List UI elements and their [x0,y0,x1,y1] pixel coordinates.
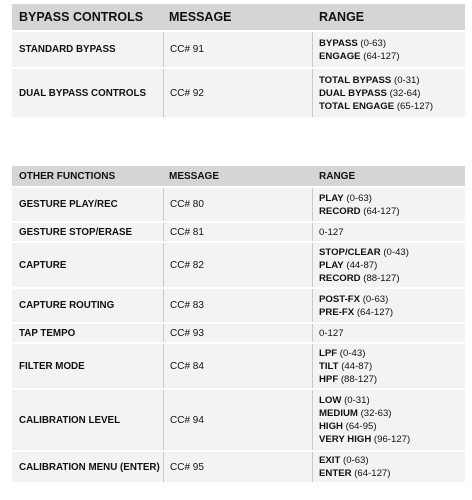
function-name: CALIBRATION MENU (ENTER) [19,461,160,473]
cc-message: CC# 83 [163,289,313,322]
range-line [319,272,465,285]
table-row [12,287,465,322]
function-name: CAPTURE ROUTING [19,300,115,311]
range-value: (32-63) [360,408,392,419]
range-value: (0-43) [339,347,366,359]
range-value: 0-127 [319,327,344,339]
range-value: (64-127) [363,205,400,217]
range-line [319,74,465,87]
function-name: STANDARD BYPASS [19,44,116,55]
range-label: RECORD [319,272,361,284]
table-body [12,30,465,117]
range-value: (0-31) [344,395,370,406]
range-value: (0-31) [394,74,420,86]
function-name: DUAL BYPASS CONTROLS [19,87,147,99]
range-label: DUAL BYPASS [319,87,387,99]
range-line [319,259,465,272]
header-range: RANGE [319,10,365,24]
range-label: PLAY [319,259,344,271]
table-row [12,221,465,241]
range-label: TILT [319,360,339,372]
table-row [12,30,465,67]
range-value: (0-63) [362,293,389,305]
range-label: BYPASS [319,37,358,49]
range-value: (64-127) [363,50,400,62]
range-line [319,407,465,420]
header-message: MESSAGE [169,10,232,24]
cc-message: CC# 93 [163,324,313,342]
cc-message: CC# 82 [163,243,313,287]
bypass-controls-table [12,4,465,117]
range-cell [313,324,465,342]
range-label: ENTER [319,468,352,479]
cc-message: CC# 80 [163,188,313,221]
table-header [12,166,465,186]
range-value: (64-95) [345,421,377,432]
range-cell [313,188,465,221]
function-name: TAP TEMPO [19,327,76,339]
function-name: FILTER MODE [19,360,85,372]
table-row [12,322,465,342]
range-line [319,306,465,319]
range-line [319,37,465,50]
range-line [319,420,465,433]
range-line [319,373,465,386]
range-line [319,50,465,63]
range-line [319,246,465,259]
range-label: PLAY [319,192,344,204]
range-line [319,205,465,218]
range-value: (32-64) [389,87,421,99]
range-line [319,360,465,373]
range-cell [313,223,465,241]
range-value: (64-127) [356,306,394,318]
cc-message: CC# 81 [163,223,313,241]
range-line [319,226,465,239]
range-line [319,454,465,467]
table-row [12,388,465,450]
range-cell [313,32,465,67]
range-cell [313,452,465,482]
table-header [12,4,465,30]
range-value: (88-127) [363,272,400,284]
range-line [319,347,465,360]
range-label: STOP/CLEAR [319,246,381,258]
range-label: ENGAGE [319,50,361,62]
range-line [319,394,465,407]
header-function: BYPASS CONTROLS [19,10,144,24]
range-value: (88-127) [340,373,378,385]
range-label: LPF [319,347,338,359]
header-function: OTHER FUNCTIONS [19,170,116,182]
range-cell [313,344,465,388]
other-functions-table [12,166,465,482]
range-line [319,467,465,480]
cc-message: CC# 84 [163,344,313,388]
cc-message: CC# 95 [163,452,313,482]
range-value: (64-127) [354,468,391,479]
table-row [12,342,465,388]
range-label: LOW [319,395,342,406]
cc-message: CC# 91 [163,32,313,67]
range-line [319,87,465,100]
range-line [319,433,465,446]
range-cell [313,69,465,117]
range-value: (0-63) [343,455,369,466]
table-row [12,67,465,117]
function-name: CAPTURE [19,259,67,271]
range-value: 0-127 [319,226,344,238]
range-line [319,327,465,340]
function-name: CALIBRATION LEVEL [19,414,121,426]
range-value: (96-127) [373,434,411,445]
function-name: GESTURE PLAY/REC [19,199,118,210]
range-value: (65-127) [396,100,434,112]
range-label: TOTAL ENGAGE [319,100,395,112]
range-label: PRE-FX [319,306,355,318]
range-label: RECORD [319,205,361,217]
table-row [12,450,465,482]
range-cell [313,390,465,450]
range-value: (0-63) [360,37,387,49]
range-line [319,100,465,113]
range-value: (0-43) [383,246,409,258]
range-label: VERY HIGH [319,434,372,445]
range-label: TOTAL BYPASS [319,74,392,86]
range-cell [313,243,465,287]
table-row [12,186,465,221]
range-value: (44-87) [341,360,373,372]
range-cell [313,289,465,322]
range-label: POST-FX [319,293,361,305]
range-label: MEDIUM [319,408,358,419]
range-value: (0-63) [346,192,372,204]
range-line [319,293,465,306]
header-range: RANGE [319,170,356,182]
range-value: (44-87) [346,259,378,271]
function-name: GESTURE STOP/ERASE [19,226,133,238]
range-label: EXIT [319,455,341,466]
range-label: HPF [319,373,339,385]
range-line [319,192,465,205]
cc-message: CC# 94 [163,390,313,450]
range-label: HIGH [319,421,343,432]
header-message: MESSAGE [169,170,220,182]
table-row [12,241,465,287]
table-body [12,186,465,482]
cc-message: CC# 92 [163,69,313,117]
